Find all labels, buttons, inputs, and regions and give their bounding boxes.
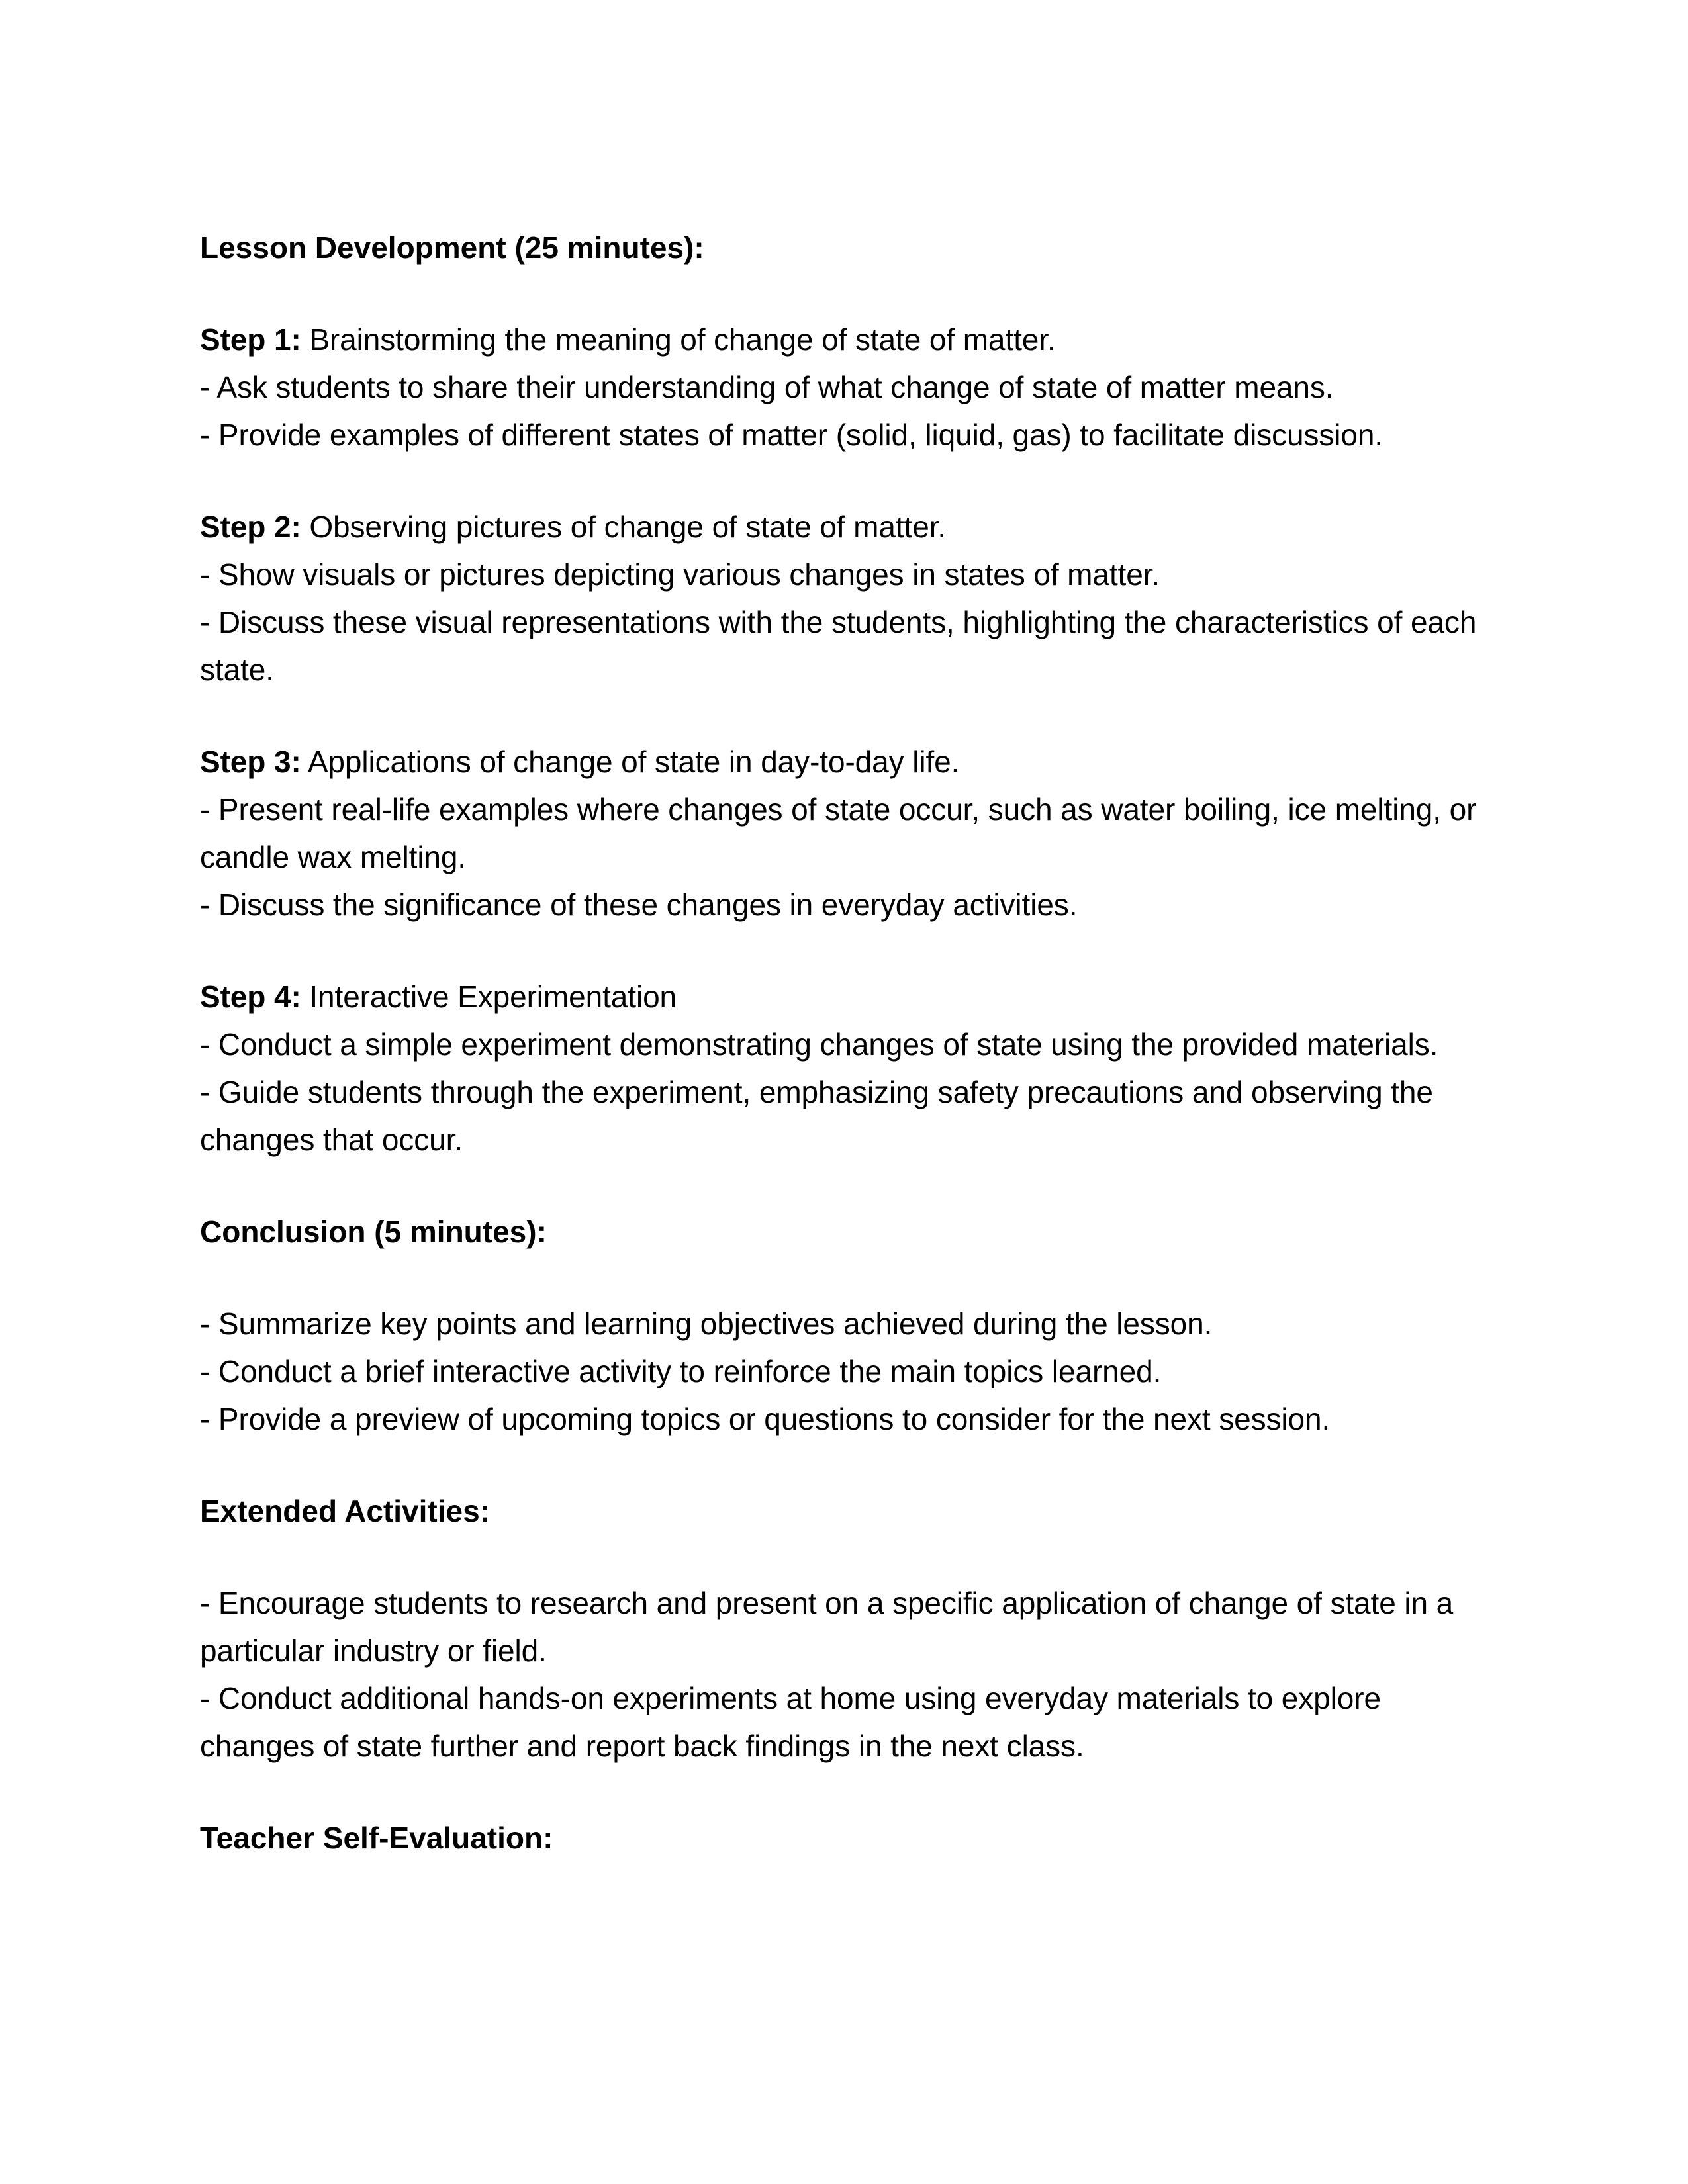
step-2-title-line bbox=[200, 503, 1487, 551]
paragraph-step-1 bbox=[200, 316, 1487, 459]
heading-teacher-self-evaluation: Teacher Self-Evaluation: bbox=[200, 1821, 553, 1855]
step-1-bullet-2: - Provide examples of different states of matter (solid, liquid, gas) to facilitate discussion. bbox=[200, 418, 1383, 452]
paragraph-step-3 bbox=[200, 738, 1487, 929]
step-2-bullet-2: - Discuss these visual representations with the students, highlighting the characteristics of each state. bbox=[200, 605, 1477, 687]
step-1-bullet-1: - Ask students to share their understanding of what change of state of matter means. bbox=[200, 370, 1334, 404]
step-3-bullet-1: - Present real-life examples where changes of state occur, such as water boiling, ice melting, or candle wax melting. bbox=[200, 792, 1477, 874]
extended-bullet-1: - Encourage students to research and present on a specific application of change of state in a particular industry or field. bbox=[200, 1586, 1454, 1668]
step-4-bullet-2: - Guide students through the experiment, emphasizing safety precautions and observing the changes that occur. bbox=[200, 1075, 1433, 1157]
conclusion-bullet-2: - Conduct a brief interactive activity to reinforce the main topics learned. bbox=[200, 1354, 1162, 1388]
paragraph-conclusion-bullets bbox=[200, 1300, 1487, 1443]
step-3-title-line bbox=[200, 738, 1487, 786]
step-4-label: Step 4: bbox=[200, 979, 301, 1014]
step-4-bullet-1: - Conduct a simple experiment demonstrating changes of state using the provided materials. bbox=[200, 1027, 1438, 1062]
step-3-title: Applications of change of state in day-to-day life. bbox=[301, 745, 960, 779]
document-body bbox=[200, 224, 1487, 1862]
heading-lesson-development: Lesson Development (25 minutes): bbox=[200, 230, 704, 265]
step-3-bullet-2: - Discuss the significance of these changes in everyday activities. bbox=[200, 887, 1078, 922]
step-2-label: Step 2: bbox=[200, 510, 301, 544]
heading-extended-activities: Extended Activities: bbox=[200, 1494, 490, 1528]
step-3-label: Step 3: bbox=[200, 745, 301, 779]
step-2-title: Observing pictures of change of state of matter. bbox=[301, 510, 947, 544]
conclusion-bullet-3: - Provide a preview of upcoming topics or questions to consider for the next session. bbox=[200, 1402, 1331, 1436]
step-1-title-line bbox=[200, 316, 1487, 363]
paragraph-step-2 bbox=[200, 503, 1487, 694]
extended-bullet-2: - Conduct additional hands-on experiments at home using everyday materials to explore changes of state further and report back findings in the next class. bbox=[200, 1681, 1381, 1763]
step-1-title: Brainstorming the meaning of change of state of matter. bbox=[301, 322, 1056, 357]
step-4-title: Interactive Experimentation bbox=[301, 979, 677, 1014]
step-2-bullet-1: - Show visuals or pictures depicting various changes in states of matter. bbox=[200, 557, 1160, 592]
paragraph-extended-bullets bbox=[200, 1579, 1487, 1770]
conclusion-bullet-1: - Summarize key points and learning objectives achieved during the lesson. bbox=[200, 1306, 1213, 1341]
paragraph-step-4 bbox=[200, 973, 1487, 1163]
heading-conclusion: Conclusion (5 minutes): bbox=[200, 1214, 547, 1249]
step-1-label: Step 1: bbox=[200, 322, 301, 357]
step-4-title-line bbox=[200, 973, 1487, 1021]
